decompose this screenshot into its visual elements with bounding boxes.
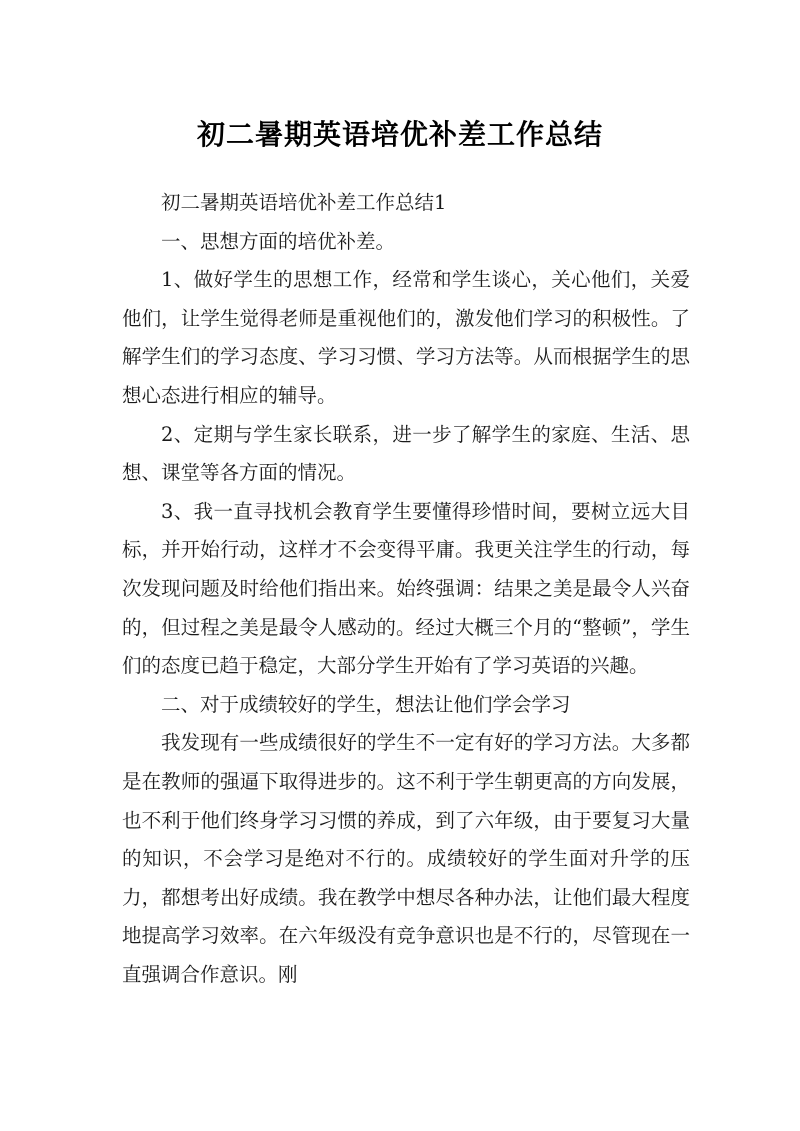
document-title: 初二暑期英语培优补差工作总结	[196, 117, 603, 151]
paragraph-section-heading-1: 一、思想方面的培优补差。	[161, 229, 396, 253]
paragraph-item-1: 1、做好学生的思想工作，经常和学生谈心，关心他们，关爱他们，让学生觉得老师是重视他们的，激发他们学习的积极性。了解学生们的学习态度、学习习惯、学习方法等。从而根据学生的思想心态进行相应的辅导。	[122, 268, 690, 407]
paragraph-item-2: 2、定期与学生家长联系，进一步了解学生的家庭、生活、思想、课堂等各方面的情况。	[122, 422, 690, 485]
paragraph-item-3: 3、我一直寻找机会教育学生要懂得珍惜时间，要树立远大目标，并开始行动，这样才不会变得平庸。我更关注学生的行动，每次发现问题及时给他们指出来。始终强调：结果之美是最令人兴奋的，但过程之美是最令人感动的。经过大概三个月的“整顿”，学生们的态度已趋于稳定，大部分学生开始有了学习英语的兴趣。	[122, 499, 690, 678]
paragraph-section-heading-2: 二、对于成绩较好的学生，想法让他们学会学习	[161, 692, 571, 716]
paragraph-subtitle: 初二暑期英语培优补差工作总结1	[161, 191, 447, 214]
document-body	[122, 184, 690, 994]
paragraph-body: 我发现有一些成绩很好的学生不一定有好的学习方法。大多都是在教师的强逼下取得进步的。这不利于学生朝更高的方向发展，也不利于他们终身学习习惯的养成，到了六年级，由于要复习大量的知识，不会学习是绝对不行的。成绩较好的学生面对升学的压力，都想考出好成绩。我在教学中想尽各种办法，让他们最大程度地提高学习效率。在六年级没有竞争意识也是不行的，尽管现在一直强调合作意识。刚	[122, 731, 690, 986]
